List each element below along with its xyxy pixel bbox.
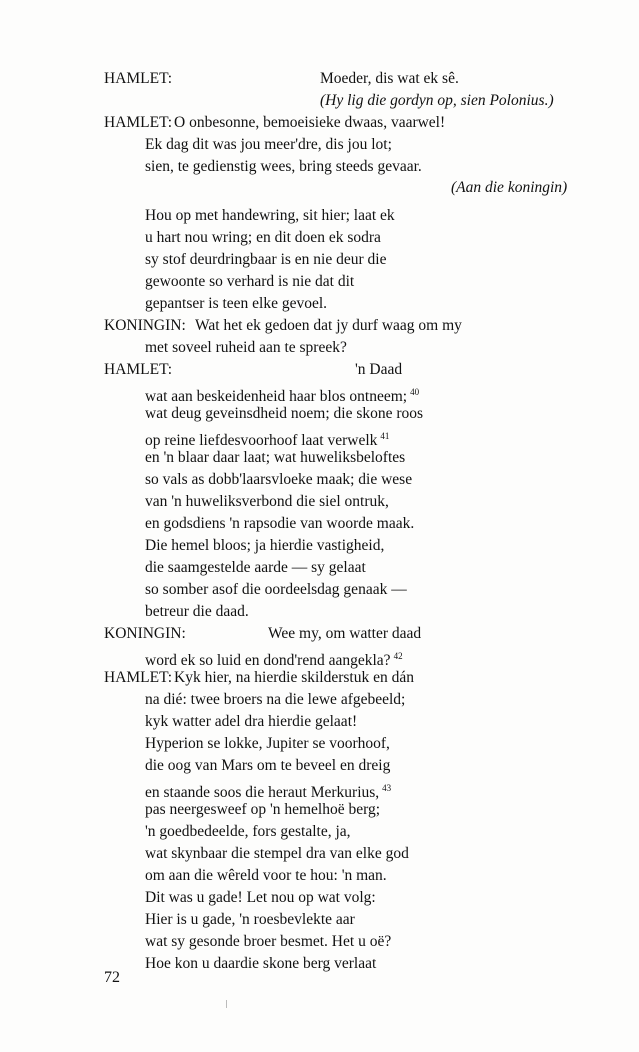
dialogue-line: so somber asof die oordeelsdag genaak — [145, 581, 407, 598]
speaker-label: HAMLET: [104, 669, 173, 686]
dialogue-line: met soveel ruheid aan te spreek? [145, 339, 347, 356]
dialogue-line: en 'n blaar daar laat; wat huweliksbeloftes [145, 449, 406, 466]
dialogue-line: Wee my, om watter daad [268, 625, 422, 642]
dialogue-line: so vals as dobb'laarsvloeke maak; die wese [145, 471, 413, 488]
dialogue-line: Hou op met handewring, sit hier; laat ek [145, 207, 395, 224]
dialogue-line: Wat het ek gedoen dat jy durf waag om my [195, 317, 462, 334]
dialogue-line: wat sy gesonde broer besmet. Het u oë? [145, 933, 392, 950]
scan-speck [226, 1000, 227, 1008]
dialogue-line: van 'n huweliksverbond die siel ontruk, [145, 493, 389, 510]
dialogue-line: wat aan beskeidenheid haar blos ontneem; $^{40}$ [145, 387, 420, 405]
speaker-label: HAMLET: [104, 114, 173, 131]
dialogue-line: pas neergesweef op 'n hemelhoë berg; [145, 801, 381, 818]
dialogue-line: gepantser is teen elke gevoel. [145, 295, 328, 312]
dialogue-line: gewoonte so verhard is nie dat dit [145, 273, 355, 290]
dialogue-line: Ek dag dit was jou meer'dre, dis jou lot; [145, 136, 392, 153]
dialogue-line: op reine liefdesvoorhoof laat verwelk $^{41}$ [145, 431, 390, 449]
dialogue-line: betreur die daad. [145, 603, 249, 620]
speaker-label: KONINGIN: [104, 625, 186, 642]
dialogue-line: wat deug geveinsdheid noem; die skone roos [145, 405, 424, 422]
dialogue-line: na dié: twee broers na die lewe afgebeeld; [145, 691, 406, 708]
dialogue-line: 'n goedbedeelde, fors gestalte, ja, [145, 823, 351, 840]
dialogue-line: sien, te gedienstig wees, bring steeds gevaar. [145, 158, 422, 175]
dialogue-line: die oog van Mars om te beveel en dreig [145, 757, 391, 774]
dialogue-line: sy stof deurdringbaar is en nie deur die [145, 251, 387, 268]
dialogue-line: u hart nou wring; en dit doen ek sodra [145, 229, 381, 246]
dialogue-line: Hoe kon u daardie skone berg verlaat [145, 955, 377, 972]
dialogue-line: Dit was u gade! Let nou op wat volg: [145, 889, 376, 906]
dialogue-line: Moeder, dis wat ek sê. [320, 70, 459, 87]
dialogue-line: word ek so luid en dond'rend aangekla? $^{42}$ [145, 651, 403, 669]
stage-direction: (Aan die koningin) [451, 179, 568, 196]
footnote-ref: 42 [393, 651, 403, 661]
dialogue-line: kyk watter adel dra hierdie gelaat! [145, 713, 358, 730]
dialogue-line: die saamgestelde aarde — sy gelaat [145, 559, 366, 576]
dialogue-line: en staande soos die heraut Merkurius, $^{43}$ [145, 783, 392, 801]
dialogue-line: wat skynbaar die stempel dra van elke god [145, 845, 409, 862]
dialogue-line: Die hemel bloos; ja hierdie vastigheid, [145, 537, 385, 554]
speaker-label: KONINGIN: [104, 317, 186, 334]
footnote-ref: 40 [410, 387, 420, 397]
page-number: 72 [104, 969, 120, 986]
speaker-label: HAMLET: [104, 361, 173, 378]
dialogue-line: en godsdiens 'n rapsodie van woorde maak. [145, 515, 415, 532]
footnote-ref: 41 [380, 431, 390, 441]
dialogue-line: om aan die wêreld voor te hou: 'n man. [145, 867, 387, 884]
dialogue-line: 'n Daad [355, 361, 403, 378]
dialogue-line: Hyperion se lokke, Jupiter se voorhoof, [145, 735, 390, 752]
stage-direction: (Hy lig die gordyn op, sien Polonius.) [320, 92, 554, 109]
footnote-ref: 43 [382, 783, 392, 793]
dialogue-line: O onbesonne, bemoeisieke dwaas, vaarwel! [174, 114, 446, 131]
dialogue-line: Kyk hier, na hierdie skilderstuk en dán [174, 669, 414, 686]
speaker-label: HAMLET: [104, 70, 173, 87]
dialogue-line: Hier is u gade, 'n roesbevlekte aar [145, 911, 355, 928]
